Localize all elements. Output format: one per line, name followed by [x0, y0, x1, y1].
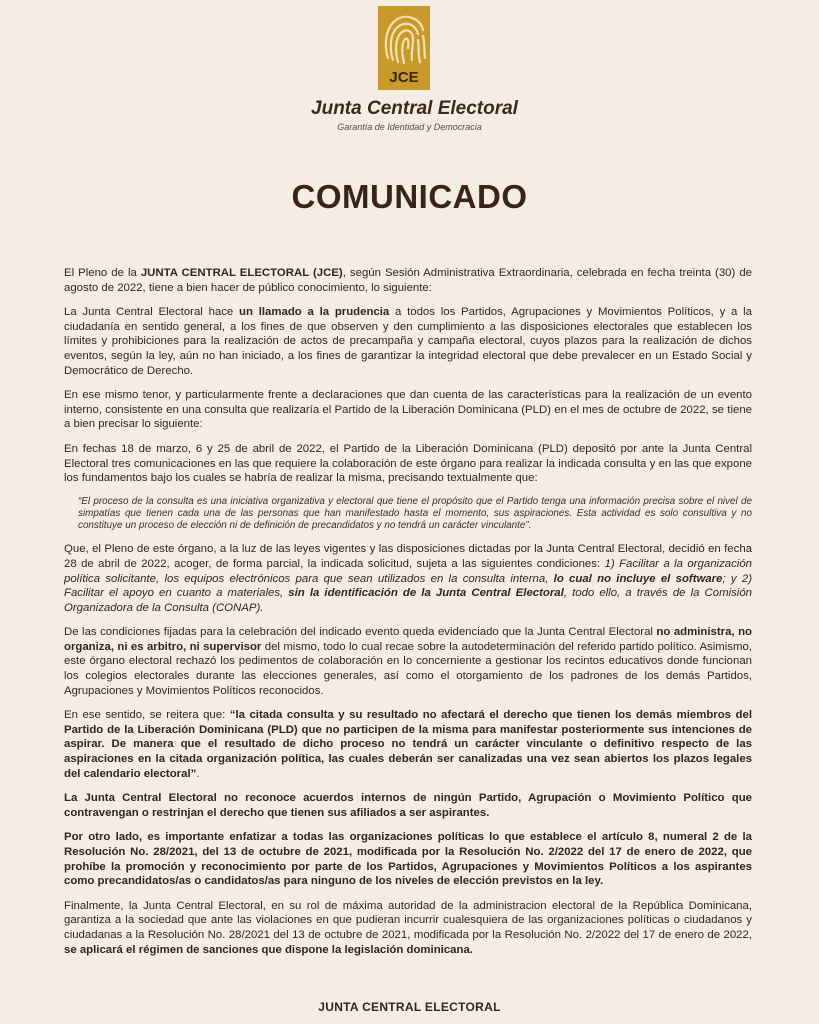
text-run: En ese sentido, se reitera que:: [64, 709, 230, 722]
logo-acronym: JCE: [389, 69, 419, 86]
paragraph-3: [64, 388, 752, 432]
text-run: lo cual no incluye el software: [553, 572, 723, 585]
text-run: ; y 2) Facilitar el apoyo en cuanto a materiales,: [64, 572, 752, 600]
text-run: Finalmente, la Junta Central Electoral, en su rol de máxima autoridad de la administracion electoral de la República Dominicana, garantiza a la sociedad que ante las violaciones en que pudieran incurrir cualesquiera de las organizaciones políticas o ciudadanos y ciudadanas a la Resolución No. 28/2021 del 13 de octubre de 2021, modificada por la Resolución No. 2/2022 del 17 de enero de 2022,: [64, 899, 752, 941]
text-run: “El proceso de la consulta es una iniciativa organizativa y electoral que tiene el propósito que el Partido tenga una información precisa sobre el nivel de simpatías que tienen cada una de las personas que han manifestado hasta el momento, sus aspiraciones. Esta actividad es solo consultiva y no constituye un proceso de elección ni de definición de precandidatos y no tendrá un carácter vinculante”.: [78, 495, 752, 532]
text-run: Por otro lado, es importante enfatizar a todas las organizaciones políticas lo que establece el artículo 8, numeral 2 de la Resolución No. 28/2021, del 13 de octubre de 2021, modificada por la Resolución No. 2/2022 del 17 de enero de 2022, que prohíbe la promoción y reconocimiento por parte de los Partidos, Agrupaciones y Movimientos Políticos a los aspirantes como precandidatos/as o candidatos/as para ninguno de los niveles de elección previstos en la ley.: [64, 831, 752, 888]
text-run: un llamado a la prudencia: [239, 306, 390, 319]
text-run: En ese mismo tenor, y particularmente frente a declaraciones que dan cuenta de las características para la realización de un evento interno, consistente en una consulta que realizaría el Partido de la Liberación Dominicana (PLD) en el mes de octubre de 2022, se tiene a bien precisar lo siguiente:: [64, 389, 752, 431]
paragraph-7: [64, 708, 752, 781]
paragraph-2: [64, 305, 752, 378]
paragraph-4: [64, 442, 752, 486]
text-run: , según Sesión Administrativa Extraordinaria, celebrada en fecha treinta (30) de agosto de 2022, tiene a bien hacer de público conocimiento, lo siguiente:: [64, 267, 752, 294]
text-run: El Pleno de la: [64, 267, 141, 279]
fingerprint-icon: [378, 6, 430, 68]
text-run: .: [196, 767, 200, 780]
paragraph-5: [64, 542, 752, 615]
text-run: se aplicará el régimen de sanciones que dispone la legislación dominicana.: [64, 943, 473, 956]
text-run: De las condiciones fijadas para la celebración del indicado evento queda evidenciado que la Junta Central Electoral: [64, 626, 657, 639]
quoted-text: [78, 496, 752, 533]
text-run: no administra, no organiza, ni es arbitro, ni supervisor: [64, 626, 752, 653]
text-run: En fechas 18 de marzo, 6 y 25 de abril de 2022, el Partido de la Liberación Dominicana (PLD) depositó por ante la Junta Central Electoral tres comunicaciones en las que requiere la colaboración de este órgano para realizar la indicada consulta y en las que expone los fundamentos bajo los cuales se habría de realizar la misma, precisando textualmente que:: [64, 442, 752, 485]
text-run: Que, el Pleno de este órgano, a la luz de las leyes vigentes y las disposiciones dictadas por la Junta Central Electoral, decidió en fecha 28 de abril de 2022, acoger, de forma parcial, la indicada solicitud, sujeta a las siguientes condiciones:: [64, 543, 752, 570]
text-run: La Junta Central Electoral hace: [64, 306, 240, 319]
jce-logo: [378, 6, 430, 90]
text-run: “la citada consulta y su resultado no afectará el derecho que tienen los demás miembros del Partido de la Liberación Dominicana (PLD) que no participen de la misma para manifestar posteriormente sus intenciones de aspirar. De manera que el resultado de dicho proceso no tendrá un carácter vinculante o definitivo respecto de las aspiraciones en la citada organización política, las cuales deberán ser canalizadas una vez sean abiertos los plazos legales del calendario electoral”: [64, 709, 752, 780]
text-run: 1) Facilitar a la organización política solicitante, los equipos electrónicos para que sean utilizados en la consulta interna,: [64, 557, 752, 585]
text-run: JUNTA CENTRAL ELECTORAL (JCE): [140, 267, 343, 279]
text-run: del mismo, todo lo cual recae sobre la autodeterminación del referido partido político. Asimismo, este órgano electoral rechazó los pedimentos de colaboración en lo concerniente a gestionar los recintos educativos donde funcionan los colegios electorales durante las elecciones generales, así como el otorgamiento de los padrones de los demás Partidos, Agrupaciones y Movimientos Políticos reconocidos.: [64, 640, 752, 697]
paragraph-6: [64, 625, 752, 698]
paragraph-1: [64, 266, 752, 295]
text-run: , todo ello, a través de la Comisión Organizadora de la Consulta (CONAP).: [64, 587, 753, 614]
document-body: [64, 266, 752, 967]
document-title: COMUNICADO: [291, 178, 528, 215]
text-run: sin la identificación de la Junta Central Electoral: [288, 587, 564, 600]
signature-footer: JUNTA CENTRAL ELECTORAL: [318, 1000, 501, 1014]
paragraph-8: [64, 791, 752, 820]
text-run: La Junta Central Electoral no reconoce acuerdos internos de ningún Partido, Agrupación o Movimiento Político que contravengan o restrinjan el derecho que tienen sus afiliados a ser aspirantes.: [64, 792, 752, 819]
organization-tagline: Garantía de Identidad y Democracia: [337, 122, 482, 132]
paragraph-9: [64, 830, 752, 888]
text-run: a todos los Partidos, Agrupaciones y Movimientos Políticos, y a la ciudadanía en sentido general, a los fines de que observen y den cumplimiento a las disposiciones electorales que establecen los límites y prohibiciones para la realización de actos de precampaña y campaña electoral, cuyos plazos para la realización de dichos eventos, según la ley, aún no han iniciado, a los fines de garantizar la integridad electoral que debe prevalecer en un Estado Social y Democrático de Derecho.: [64, 306, 752, 377]
organization-name: Junta Central Electoral: [311, 98, 518, 119]
paragraph-10: [64, 899, 752, 957]
